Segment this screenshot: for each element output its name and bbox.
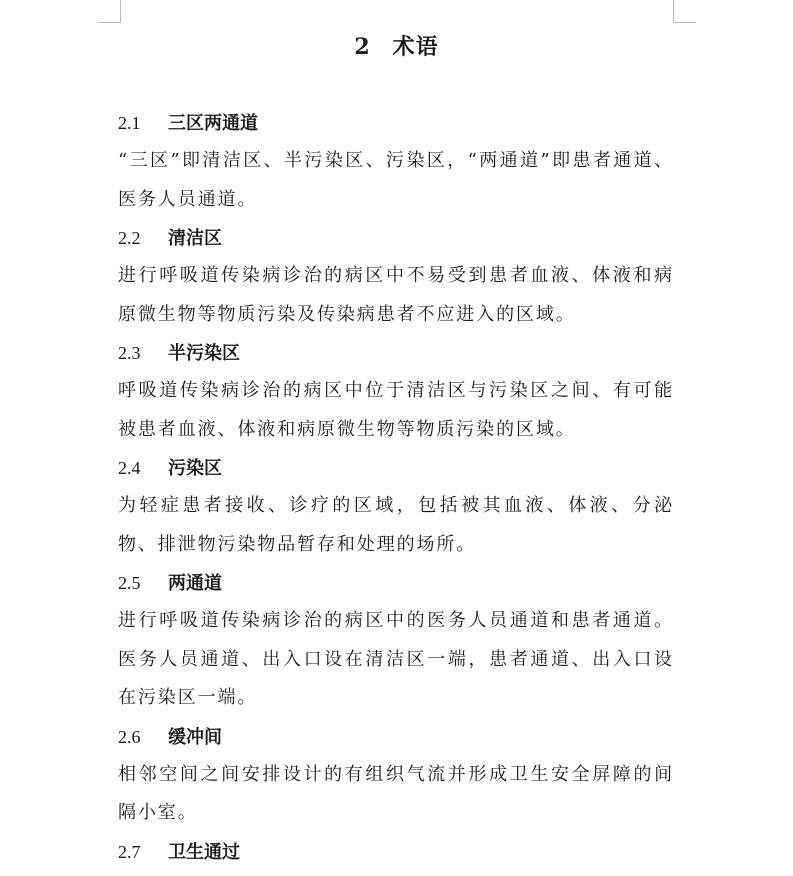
crop-mark-top-right — [673, 0, 696, 23]
section-paragraph: 相邻空间之间安排设计的有组织气流并形成卫生安全屏障的间隔小室。 — [118, 763, 674, 823]
section-2-2 — [118, 219, 674, 334]
section-number: 2.6 — [118, 726, 141, 747]
section-heading — [118, 718, 674, 756]
section-number: 2.3 — [118, 343, 141, 363]
chapter-number: 2 — [354, 34, 371, 60]
section-number: 2.5 — [118, 573, 141, 593]
section-2-6 — [118, 718, 674, 833]
section-title: 缓冲间 — [168, 726, 222, 748]
section-title: 两通道 — [168, 573, 222, 594]
chapter-title — [0, 30, 793, 61]
section-number: 2.1 — [118, 113, 141, 133]
section-title: 污染区 — [168, 458, 222, 479]
section-paragraph: 进行呼吸道传染病诊治的病区中的医务人员通道和患者通道。医务人员通道、出入口设在清洁区一端，患者通道、出入口设在污染区一端。 — [118, 610, 674, 708]
chapter-title-text: 术语 — [392, 34, 439, 60]
section-2-5 — [118, 564, 674, 718]
section-heading — [118, 219, 674, 257]
section-paragraph: 呼吸道传染病诊治的病区中位于清洁区与污染区之间、有可能被患者血液、体液和病原微生物等物质污染的区域。 — [118, 380, 674, 440]
crop-mark-top-left — [98, 0, 121, 23]
section-heading — [118, 564, 674, 602]
section-title: 清洁区 — [168, 228, 222, 249]
section-2-4 — [118, 449, 674, 564]
section-heading — [118, 449, 674, 487]
section-heading — [118, 833, 674, 871]
section-2-1 — [118, 104, 674, 219]
section-2-7 — [118, 833, 674, 871]
section-paragraph: “三区”即清洁区、半污染区、污染区，“两通道”即患者通道、医务人员通道。 — [118, 150, 674, 210]
section-number: 2.7 — [118, 841, 141, 862]
section-title: 半污染区 — [168, 343, 240, 364]
section-2-3 — [118, 334, 674, 449]
section-paragraph: 进行呼吸道传染病诊治的病区中不易受到患者血液、体液和病原微生物等物质污染及传染病患者不应进入的区域。 — [118, 265, 674, 325]
section-heading — [118, 334, 674, 372]
section-number: 2.2 — [118, 228, 141, 248]
section-title: 三区两通道 — [168, 113, 258, 134]
document-body — [118, 104, 674, 871]
section-paragraph: 为轻症患者接收、诊疗的区域，包括被其血液、体液、分泌物、排泄物污染物品暂存和处理的场所。 — [118, 495, 674, 555]
section-heading — [118, 104, 674, 142]
section-number: 2.4 — [118, 458, 141, 478]
section-title: 卫生通过 — [168, 841, 240, 863]
